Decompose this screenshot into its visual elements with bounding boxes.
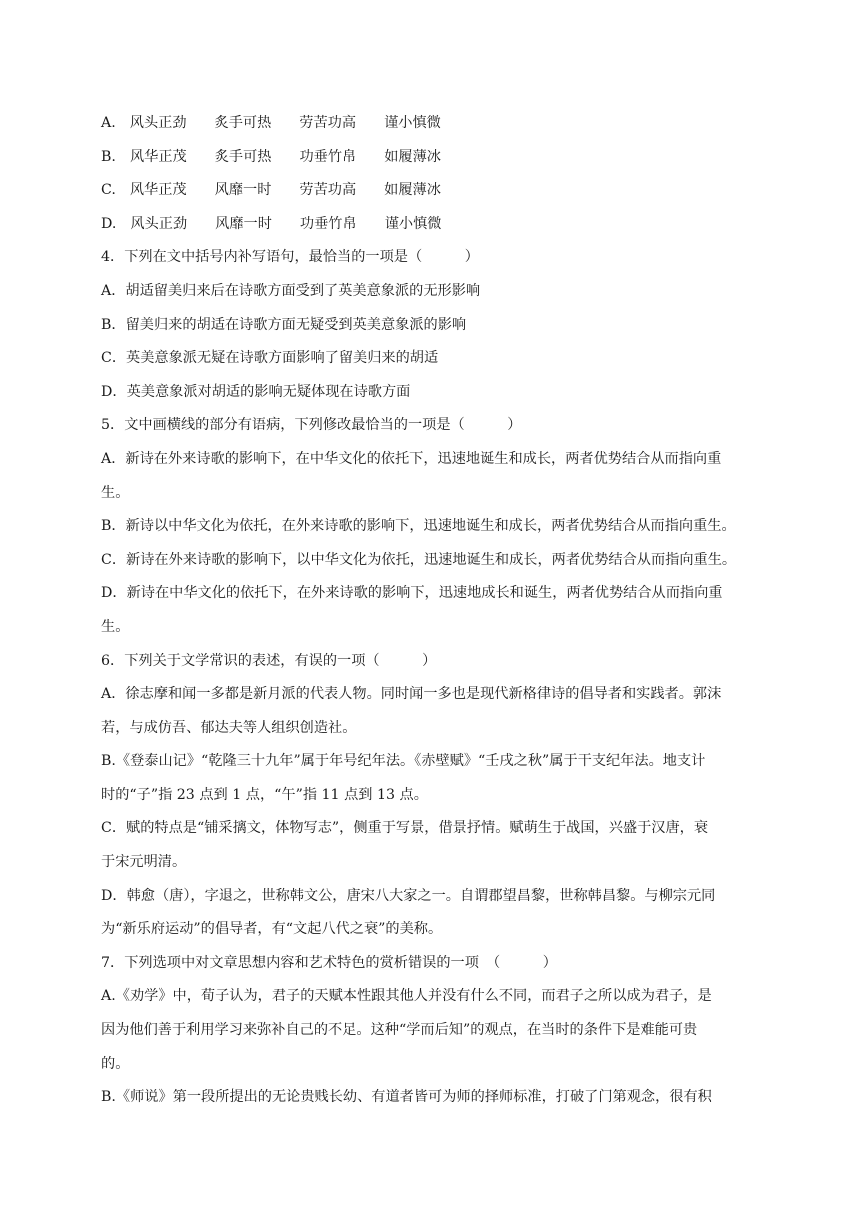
q6-option-b-line1: B.《登泰山记》“乾隆三十九年”属于年号纪年法。《赤壁赋》“壬戌之秋”属于干支纪年法。地支计 — [101, 753, 706, 770]
q5-option-c: C．新诗在外来诗歌的影响下，以中华文化为依托，迅速地诞生和成长，两者优势结合从而指向重生。 — [101, 551, 737, 568]
q3-option-c: C. 风华正茂 风靡一时 劳苦功高 如履薄冰 — [101, 182, 441, 199]
q5-stem: 5．文中画横线的部分有语病，下列修改最恰当的一项是（ ） — [101, 417, 522, 434]
q6-option-a-line1: A．徐志摩和闻一多都是新月派的代表人物。同时闻一多也是现代新格律诗的倡导者和实践者。郭沫 — [101, 686, 722, 703]
option-label: C. — [101, 182, 116, 199]
option-label: D. — [101, 215, 117, 232]
q6-option-a-line2: 若，与成仿吾、郁达夫等人组织创造社。 — [101, 719, 357, 736]
q7-stem: 7．下列选项中对文章思想内容和艺术特色的赏析错误的一项 （ ） — [101, 954, 557, 971]
q6-option-d-line1: D．韩愈（唐），字退之，世称韩文公，唐宋八大家之一。自谓郡望昌黎，世称韩昌黎。与柳宗元同 — [101, 887, 716, 904]
option-label: B. — [101, 148, 116, 165]
document-body — [101, 107, 763, 1115]
q6-option-c-line2: 于宋元明清。 — [101, 854, 187, 871]
q6-option-c-line1: C．赋的特点是“铺采摛文，体物写志”，侧重于写景，借景抒情。赋萌生于战国，兴盛于汉唐，衰 — [101, 820, 709, 837]
q4-option-c: C．英美意象派无疑在诗歌方面影响了留美归来的胡适 — [101, 350, 439, 367]
q7-option-a-line2: 因为他们善于利用学习来弥补自己的不足。这种“学而后知”的观点，在当时的条件下是难能可贵 — [101, 1022, 698, 1039]
q7-option-a-line3: 的。 — [101, 1055, 130, 1072]
q6-option-b-line2: 时的“子”指 23 点到 1 点，“午”指 11 点到 13 点。 — [101, 786, 428, 803]
q5-option-d-line2: 生。 — [101, 618, 130, 635]
q5-option-d-line1: D．新诗在中华文化的依托下，在外来诗歌的影响下，迅速地成长和诞生，两者优势结合从而指向重 — [101, 585, 723, 602]
option-label: A. — [101, 115, 116, 131]
q5-option-a-line2: 生。 — [101, 484, 130, 501]
q3-option-b: B. 风华正茂 炙手可热 功垂竹帛 如履薄冰 — [101, 148, 441, 165]
q5-option-a-line1: A．新诗在外来诗歌的影响下，在中华文化的依托下，迅速地诞生和成长，两者优势结合从而指向重 — [101, 450, 722, 467]
q3-option-a: A. 风头正劲 炙手可热 劳苦功高 谨小慎微 — [101, 115, 441, 131]
q4-option-d: D．英美意象派对胡适的影响无疑体现在诗歌方面 — [101, 383, 411, 400]
q4-option-a: A．胡适留美归来后在诗歌方面受到了英美意象派的无形影响 — [101, 282, 481, 299]
q3-option-d: D. 风头正劲 风靡一时 功垂竹帛 谨小慎微 — [101, 215, 442, 232]
q4-option-b: B．留美归来的胡适在诗歌方面无疑受到英美意象派的影响 — [101, 316, 467, 333]
q6-stem: 6．下列关于文学常识的表述，有误的一项（ ） — [101, 652, 437, 669]
q7-option-b-line1: B.《师说》第一段所提出的无论贵贱长幼、有道者皆可为师的择师标准，打破了门第观念，很有积 — [101, 1089, 712, 1106]
q6-option-d-line2: 为“新乐府运动”的倡导者，有“文起八代之衰”的美称。 — [101, 921, 443, 938]
q5-option-b: B．新诗以中华文化为依托，在外来诗歌的影响下，迅速地诞生和成长，两者优势结合从而指向重生。 — [101, 518, 736, 535]
q4-stem: 4．下列在文中括号内补写语句，最恰当的一项是（ ） — [101, 249, 479, 266]
q7-option-a-line1: A.《劝学》中，荀子认为，君子的天赋本性跟其他人并没有什么不同，而君子之所以成为君子，是 — [101, 988, 712, 1005]
